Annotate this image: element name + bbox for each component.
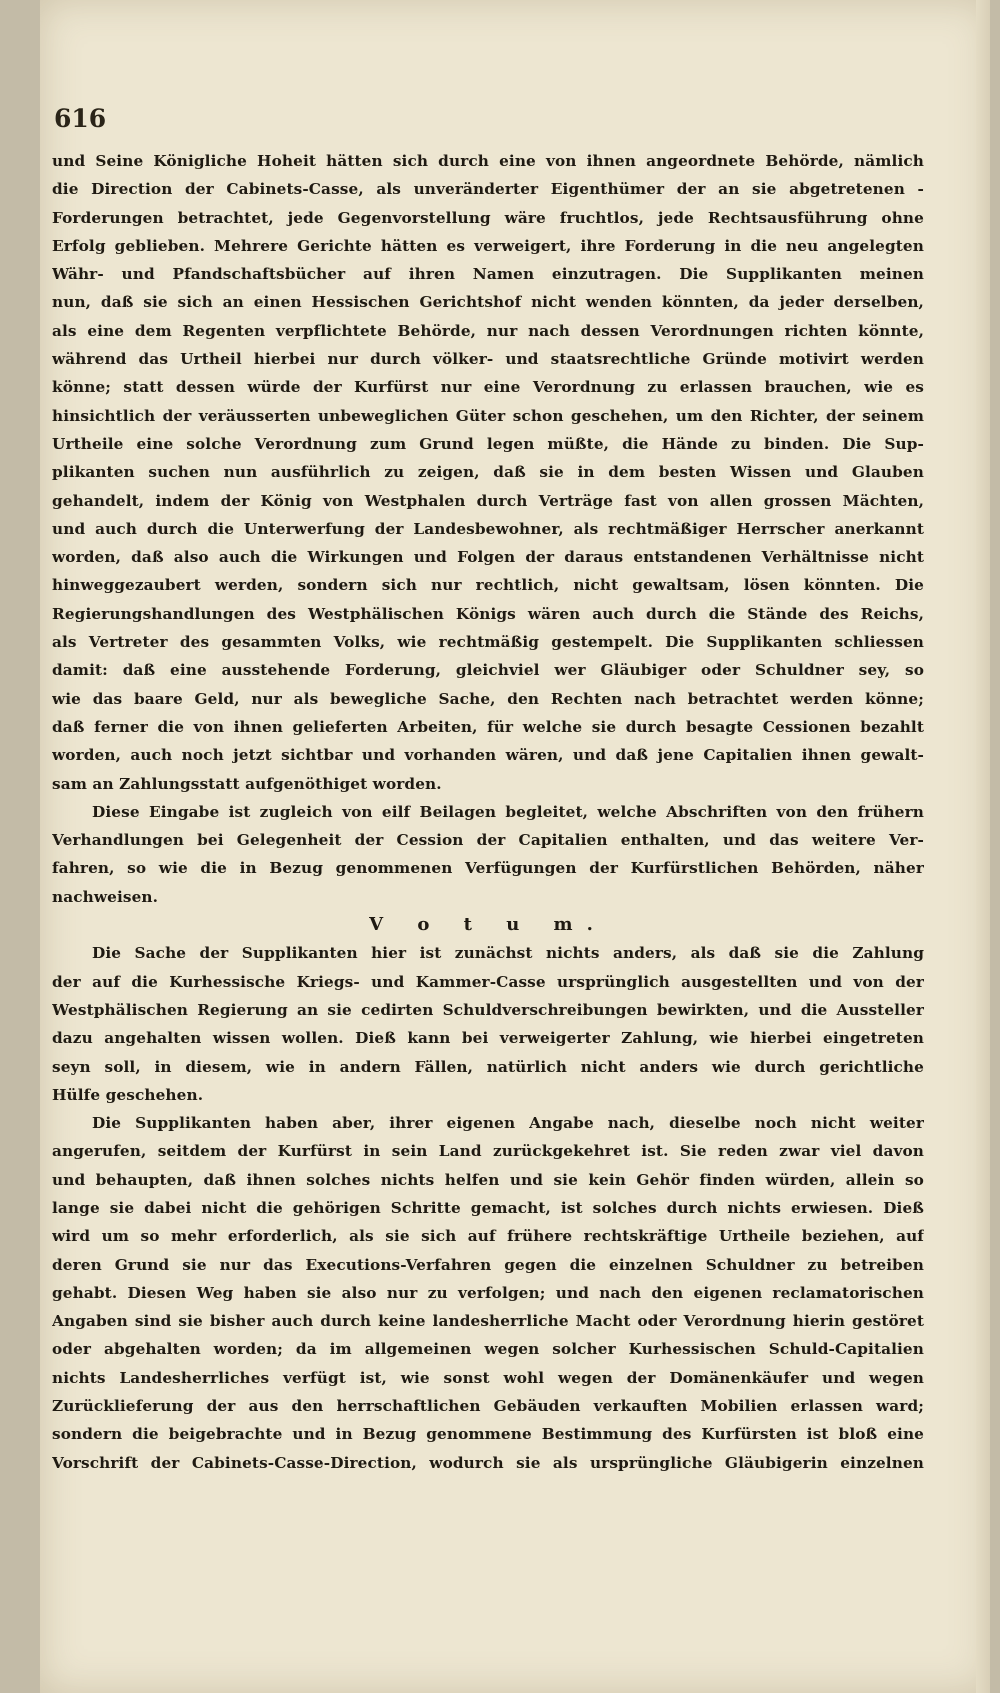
text-line: wird um so mehr erforderlich, als sie sich auf frühere rechtskräftige Urtheile beziehen, auf <box>52 1227 924 1246</box>
text-line: und Seine Königliche Hoheit hätten sich durch eine von ihnen angeordnete Behörde, nämlich <box>52 152 924 170</box>
text-line: nichts Landesherrliches verfügt ist, wie sonst wohl wegen der Domänenkäufer und wegen <box>52 1368 924 1387</box>
text-line: gehabt. Diesen Weg haben sie also nur zu verfolgen; und nach den eigenen reclamatorischen <box>52 1283 924 1302</box>
text-line: Westphälischen Regierung an sie cedirten Schuldverschreibungen bewirkten, und die Aussteller <box>52 1000 924 1019</box>
text-line: fahren, so wie die in Bezug genommenen Verfügungen der Kurfürstlichen Behörden, näher <box>52 859 924 878</box>
text-line: Vorschrift der Cabinets-Casse-Direction, wodurch sie als ursprüngliche Gläubigerin einzelnen <box>52 1453 924 1472</box>
text-line: plikanten suchen nun ausführlich zu zeigen, daß sie in dem besten Wissen und Glauben <box>52 463 924 482</box>
page-edge <box>976 0 990 1693</box>
text-line: damit: daß eine ausstehende Forderung, gleichviel wer Gläubiger oder Schuldner sey, so <box>52 661 924 680</box>
text-line: Regierungshandlungen des Westphälischen Königs wären auch durch die Stände des Reichs, <box>52 604 924 623</box>
text-line: Die Supplikanten haben aber, ihrer eigenen Angabe nach, dieselbe noch nicht weiter <box>92 1114 924 1133</box>
votum-heading: V o t u m. <box>369 914 607 936</box>
text-line: worden, daß also auch die Wirkungen und Folgen der daraus entstandenen Verhältnisse nicht <box>52 548 924 567</box>
text-line: dazu angehalten wissen wollen. Dieß kann bei verweigerter Zahlung, wie hierbei eingetreten <box>52 1029 924 1048</box>
text-line: und auch durch die Unterwerfung der Landesbewohner, als rechtmäßiger Herrscher anerkannt <box>52 519 924 538</box>
text-line: sondern die beigebrachte und in Bezug genommene Bestimmung des Kurfürsten ist bloß eine <box>52 1425 924 1444</box>
text-line: lange sie dabei nicht die gehörigen Schritte gemacht, ist solches durch nichts erwiesen. Dieß <box>52 1198 924 1217</box>
text-line: Erfolg geblieben. Mehrere Gerichte hätten es verweigert, ihre Forderung in die neu angelegten <box>52 236 924 255</box>
text-line: deren Grund sie nur das Executions-Verfahren gegen die einzelnen Schuldner zu betreiben <box>52 1255 924 1274</box>
text-line: nachweisen. <box>52 887 159 906</box>
text-line: die Direction der Cabinets-Casse, als unveränderter Eigenthümer der an sie abgetretenen - <box>52 180 924 199</box>
text-line: Hülfe geschehen. <box>52 1085 204 1104</box>
text-line: und behaupten, daß ihnen solches nichts helfen und sie kein Gehör finden würden, allein so <box>52 1170 924 1189</box>
text-line: gehandelt, indem der König von Westphalen durch Verträge fast von allen grossen Mächten, <box>52 491 924 510</box>
body-text <box>52 147 924 1477</box>
text-line: könne; statt dessen würde der Kurfürst nur eine Verordnung zu erlassen brauchen, wie es <box>52 378 924 397</box>
text-line: worden, auch noch jetzt sichtbar und vorhanden wären, und daß jene Capitalien ihnen gewalt- <box>52 746 924 765</box>
text-line: seyn soll, in diesem, wie in andern Fällen, natürlich nicht anders wie durch gerichtliche <box>52 1057 924 1076</box>
text-line: der auf die Kurhessische Kriegs- und Kammer-Casse ursprünglich ausgestellten und von der <box>52 972 924 991</box>
text-line: sam an Zahlungsstatt aufgenöthiget worden. <box>52 774 442 793</box>
text-line: wie das baare Geld, nur als bewegliche Sache, den Rechten nach betrachtet werden könne; <box>52 689 924 708</box>
text-line: Urtheile eine solche Verordnung zum Grund legen müßte, die Hände zu binden. Die Sup- <box>52 434 924 453</box>
page-number: 616 <box>54 104 107 133</box>
text-line: Forderungen betrachtet, jede Gegenvorstellung wäre fruchtlos, jede Rechtsausführung ohne <box>52 208 924 227</box>
text-line: oder abgehalten worden; da im allgemeinen wegen solcher Kurhessischen Schuld-Capitalien <box>52 1340 924 1359</box>
text-line: als eine dem Regenten verpflichtete Behörde, nur nach dessen Verordnungen richten könnte, <box>52 321 924 340</box>
text-line: während das Urtheil hierbei nur durch völker- und staatsrechtliche Gründe motivirt werden <box>52 350 924 369</box>
text-line: Währ- und Pfandschaftsbücher auf ihren Namen einzutragen. Die Supplikanten meinen <box>52 265 924 284</box>
text-line: angerufen, seitdem der Kurfürst in sein Land zurückgekehret ist. Sie reden zwar viel davon <box>52 1142 924 1161</box>
text-line: daß ferner die von ihnen gelieferten Arbeiten, für welche sie durch besagte Cessionen bezahlt <box>52 717 924 736</box>
text-line: Angaben sind sie bisher auch durch keine landesherrliche Macht oder Verordnung hierin gestöret <box>52 1312 924 1331</box>
text-line: Verhandlungen bei Gelegenheit der Cession der Capitalien enthalten, und das weitere Ver- <box>52 831 924 850</box>
text-line: hinsichtlich der veräusserten unbeweglichen Güter schon geschehen, um den Richter, der seinem <box>52 406 924 425</box>
text-line: nun, daß sie sich an einen Hessischen Gerichtshof nicht wenden könnten, da jeder derselben, <box>52 293 924 312</box>
text-line: Zurücklieferung der aus den herrschaftlichen Gebäuden verkauften Mobilien erlassen ward; <box>52 1397 924 1416</box>
text-line: hinweggezaubert werden, sondern sich nur rechtlich, nicht gewaltsam, lösen könnten. Die <box>52 576 924 595</box>
text-line: Die Sache der Supplikanten hier ist zunächst nichts anders, als daß sie die Zahlung <box>92 944 924 963</box>
text-line: als Vertreter des gesammten Volks, wie rechtmäßig gestempelt. Die Supplikanten schliessen <box>52 633 924 652</box>
text-line: Diese Eingabe ist zugleich von eilf Beilagen begleitet, welche Abschriften von den frühern <box>92 802 924 821</box>
